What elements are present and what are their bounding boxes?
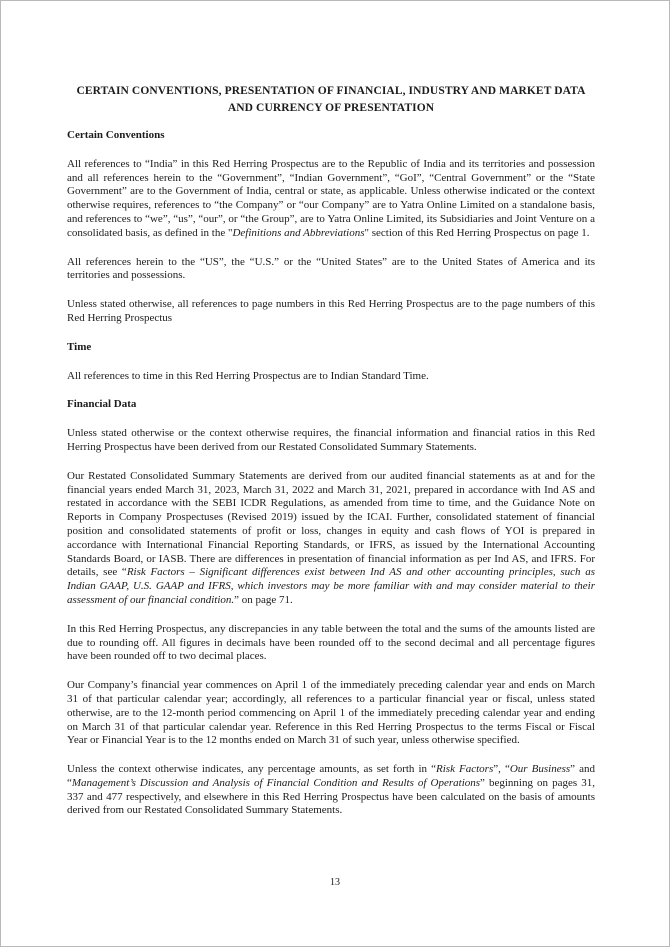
text-run: Our Restated Consolidated Summary Statements are derived from our audited financial statements as at and for the financial years ended March 31, 2023, March 31, 2022 and March 31, 2021, prepared in accordance with Ind AS and restated in accordance with the SEBI ICDR Regulations, as amended from time to time, and the Guidance Note on Reports in Company Prospectuses (Revised 2019) issued by the ICAI. Further, consolidated statement of financial position and consolidated statements of profit or loss, changes in equity and cash flows of YOI is prepared in accordance with International Financial Reporting Standards, or IFRS, as issued by the International Accounting Standards Board, or IASB. There are differences in presentation of financial information as per Ind AS, and IFRS. For details, see “: [67, 469, 595, 579]
paragraph: [67, 470, 595, 608]
paragraph: [67, 256, 595, 284]
paragraph: [67, 763, 595, 818]
section-heading: Financial Data: [67, 398, 137, 411]
italic-text-run: Risk Factors: [436, 763, 494, 776]
page-footer: [1, 877, 669, 889]
paragraph: [67, 679, 595, 748]
text-run: " section of this Red Herring Prospectus on page 1.: [364, 226, 590, 239]
text-run: ” beginning on pages 31, 337 and 477 respectively, and elsewhere in this Red Herring Prospectus have been calculated on the basis of amounts derived from our Restated Consolidated Summary Statements.: [67, 776, 595, 817]
text-run: ” on page 71.: [234, 593, 293, 606]
paragraph: [67, 370, 595, 384]
text-run: All references to “India” in this Red Herring Prospectus are to the Republic of India and its territories and possession and all references herein to the “Government”, “Indian Government”, “GoI”, “Central Government” or the “State Government” are to the Government of India, central or state, as applicable. Unless otherwise indicated or the context otherwise requires, references to “the Company” or “our Company” are to Yatra Online Limited on a standalone basis, and references to “we”, “us”, “our”, or “the Group”, are to Yatra Online Limited, its Subsidiaries and Joint Venture on a consolidated basis, as defined in the ": [67, 157, 595, 239]
paragraph: [67, 298, 595, 326]
text-run: All references herein to the “US”, the “U.S.” or the “United States” are to the United States of America and its territories and possessions.: [67, 255, 595, 282]
text-run: Unless stated otherwise or the context otherwise requires, the financial information and financial ratios in this Red Herring Prospectus have been derived from our Restated Consolidated Summary Statements.: [67, 427, 595, 453]
section-heading: Certain Conventions: [67, 129, 165, 141]
italic-text-run: Our Business: [509, 763, 571, 776]
italic-text-run: Management’s Discussion and Analysis of Financial Condition and Results of Operations: [71, 776, 481, 789]
text-run: Unless stated otherwise, all references to page numbers in this Red Herring Prospectus are to the page numbers of this Red Herring Prospectus: [67, 298, 595, 324]
paragraph: [67, 427, 595, 455]
text-run: All references to time in this Red Herring Prospectus are to Indian Standard Time.: [67, 369, 429, 382]
page-number: 13: [330, 877, 340, 888]
section-heading: Time: [67, 340, 92, 353]
paragraph: [67, 623, 595, 664]
paragraph: [67, 158, 595, 241]
text-run: ”, “: [493, 763, 510, 776]
text-run: ” and “: [67, 763, 595, 789]
italic-text-run: Definitions and Abbreviations: [232, 226, 365, 239]
text-run: Our Company’s financial year commences on April 1 of the immediately preceding calendar year and ends on March 31 of that particular calendar year; accordingly, all references to a particular financial year or fiscal, unless stated otherwise, are to the 12-month period commencing on April 1 of the immediately preceding calendar year and ending on March 31 of that particular calendar year. Reference in this Red Herring Prospectus to the terms Fiscal or Fiscal Year or Financial Year is to the 12 months ended on March 31 of such year, unless otherwise specified.: [67, 679, 595, 747]
text-run: In this Red Herring Prospectus, any discrepancies in any table between the total and the sums of the amounts listed are due to rounding off. All figures in decimals have been rounded off to the second decimal and all percentage figures have been rounded off to two decimal places.: [67, 622, 595, 663]
italic-text-run: Risk Factors – Significant differences exist between Ind AS and other accounting principles, such as Indian GAAP, U.S. GAAP and IFRS, which investors may be more familiar with and may consider material to their assessment of our financial condition.: [67, 566, 595, 606]
page-content: [67, 83, 595, 818]
document-body: [67, 129, 595, 818]
text-run: Unless the context otherwise indicates, any percentage amounts, as set forth in “: [67, 763, 437, 776]
document-title: [67, 83, 595, 116]
document-title-line-1: CERTAIN CONVENTIONS, PRESENTATION OF FINANCIAL, INDUSTRY AND MARKET DATA: [76, 85, 586, 97]
document-title-line-2: AND CURRENCY OF PRESENTATION: [227, 101, 435, 114]
